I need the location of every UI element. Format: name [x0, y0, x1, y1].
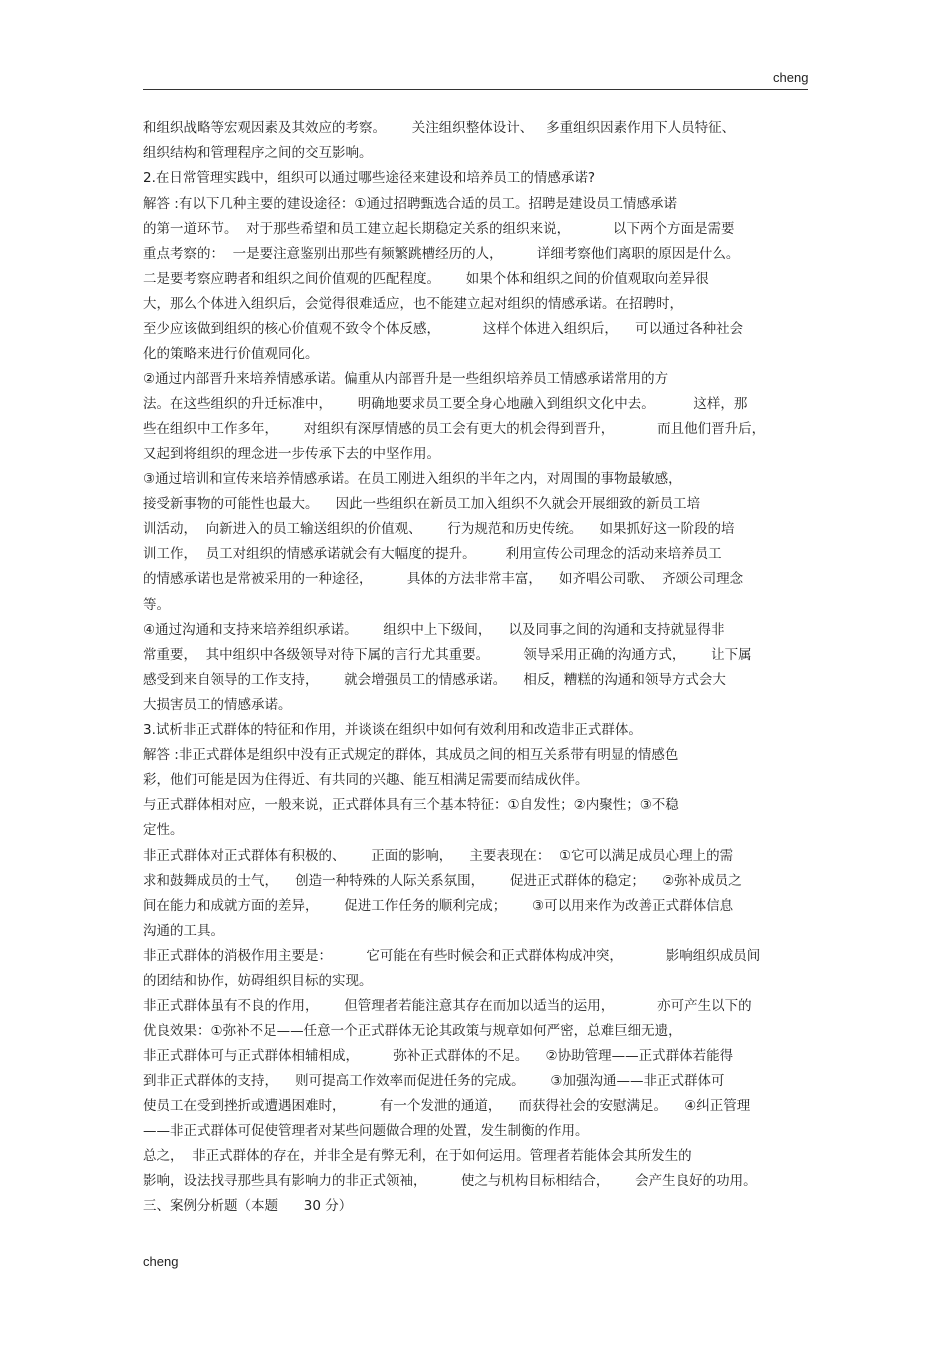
text-line: 至少应该做到组织的核心价值观不致令个体反感， 这样个体进入组织后， 可以通过各种社会 [143, 321, 744, 337]
text-line: 间在能力和成就方面的差异， 促进工作任务的顺利完成； ③可以用来作为改善正式群体信息 [143, 898, 734, 914]
text-line: 和组织战略等宏观因素及其效应的考察。 关注组织整体设计、 多重组织因素作用下人员特征、 [143, 120, 736, 136]
text-line: 常重要， 其中组织中各级领导对待下属的言行尤其重要。 领导采用正确的沟通方式， 让下属 [143, 647, 752, 663]
text-line: 训活动， 向新进入的员工输送组织的价值观、 行为规范和历史传统。 如果抓好这一阶段的培 [143, 521, 735, 537]
text-line: 使员工在受到挫折或遭遇困难时， 有一个发泄的通道， 而获得社会的安慰满足。 ④纠正管理 [143, 1098, 751, 1114]
text-line: 的团结和协作，妨碍组织目标的实现。 [143, 973, 373, 989]
text-line: 法。在这些组织的升迁标准中， 明确地要求员工要全身心地融入到组织文化中去。 这样，那 [143, 396, 748, 412]
text-line: 非正式群体可与正式群体相辅相成， 弥补正式群体的不足。 ②协助管理——正式群体若能得 [143, 1048, 734, 1064]
text-line: ——非正式群体可促使管理者对某些问题做合理的处置，发生制衡的作用。 [143, 1123, 589, 1139]
page-footer-text: cheng [143, 1254, 179, 1269]
text-line: 优良效果：①弥补不足——任意一个正式群体无论其政策与规章如何严密，总难巨细无遗， [143, 1023, 682, 1039]
text-line: 非正式群体对正式群体有积极的、 正面的影响， 主要表现在： ①它可以满足成员心理上的需 [143, 848, 734, 864]
page-header-text: cheng [773, 70, 809, 85]
text-line: 等。 [143, 597, 170, 613]
text-line: 到非正式群体的支持， 则可提高工作效率而促进任务的完成。 ③加强沟通——非正式群体可 [143, 1073, 725, 1089]
text-line: 非正式群体虽有不良的作用， 但管理者若能注意其存在而加以适当的运用， 亦可产生以下的 [143, 998, 752, 1014]
text-line: 的第一道环节。 对于那些希望和员工建立起长期稳定关系的组织来说， 以下两个方面是需要 [143, 221, 735, 237]
text-line: 接受新事物的可能性也最大。 因此一些组织在新员工加入组织不久就会开展细致的新员工培 [143, 496, 701, 512]
text-line: 二是要考察应聘者和组织之间价值观的匹配程度。 如果个体和组织之间的价值观取向差异很 [143, 271, 709, 287]
text-line: 求和鼓舞成员的士气， 创造一种特殊的人际关系氛围， 促进正式群体的稳定； ②弥补成员之 [143, 873, 742, 889]
text-line: 训工作， 员工对组织的情感承诺就会有大幅度的提升。 利用宣传公司理念的活动来培养员工 [143, 546, 722, 562]
text-line: 组织结构和管理程序之间的交互影响。 [143, 145, 373, 161]
text-line: 化的策略来进行价值观同化。 [143, 346, 319, 362]
text-line: 的情感承诺也是常被采用的一种途径， 具体的方法非常丰富， 如齐唱公司歌、 齐颂公司理念 [143, 571, 744, 587]
text-line: 解答 :有以下几种主要的建设途径：①通过招聘甄选合适的员工。招聘是建设员工情感承诺 [143, 196, 677, 212]
text-line: 定性。 [143, 822, 184, 838]
text-line: ④通过沟通和支持来培养组织承诺。 组织中上下级间， 以及同事之间的沟通和支持就显得非 [143, 622, 725, 638]
text-line: 影响，设法找寻那些具有影响力的非正式领袖， 使之与机构目标相结合， 会产生良好的功用。 [143, 1173, 757, 1189]
text-line: 重点考察的： 一是要注意鉴别出那些有频繁跳槽经历的人， 详细考察他们离职的原因是什么。 [143, 246, 740, 262]
text-line: 与正式群体相对应，一般来说，正式群体具有三个基本特征：①自发性；②内聚性；③不稳 [143, 797, 679, 813]
text-line: 非正式群体的消极作用主要是： 它可能在有些时候会和正式群体构成冲突， 影响组织成员间 [143, 948, 761, 964]
text-line: 又起到将组织的理念进一步传承下去的中坚作用。 [143, 446, 440, 462]
text-line: 三、案例分析题（本题 30 分） [143, 1198, 353, 1214]
text-line: 总之， 非正式群体的存在，并非全是有弊无利，在于如何运用。管理者若能体会其所发生的 [143, 1148, 692, 1164]
text-line: 大损害员工的情感承诺。 [143, 697, 292, 713]
text-line: 感受到来自领导的工作支持， 就会增强员工的情感承诺。 相反，糟糕的沟通和领导方式会大 [143, 672, 726, 688]
text-line: ③通过培训和宣传来培养情感承诺。在员工刚进入组织的半年之内，对周围的事物最敏感， [143, 471, 682, 487]
text-line: 彩，他们可能是因为住得近、有共同的兴趣、能互相满足需要而结成伙伴。 [143, 772, 589, 788]
text-line: ②通过内部晋升来培养情感承诺。偏重从内部晋升是一些组织培养员工情感承诺常用的方 [143, 371, 669, 387]
text-line: 沟通的工具。 [143, 923, 224, 939]
header-divider [143, 89, 808, 90]
text-line: 些在组织中工作多年， 对组织有深厚情感的员工会有更大的机会得到晋升， 而且他们晋升后， [143, 421, 766, 437]
text-line: 解答 :非正式群体是组织中没有正式规定的群体，其成员之间的相互关系带有明显的情感色 [143, 747, 679, 763]
text-line: 3.试析非正式群体的特征和作用，并谈谈在组织中如何有效利用和改造非正式群体。 [143, 722, 642, 738]
text-line: 2.在日常管理实践中，组织可以通过哪些途径来建设和培养员工的情感承诺? [143, 170, 596, 186]
text-line: 大，那么个体进入组织后，会觉得很难适应，也不能建立起对组织的情感承诺。在招聘时， [143, 296, 683, 312]
